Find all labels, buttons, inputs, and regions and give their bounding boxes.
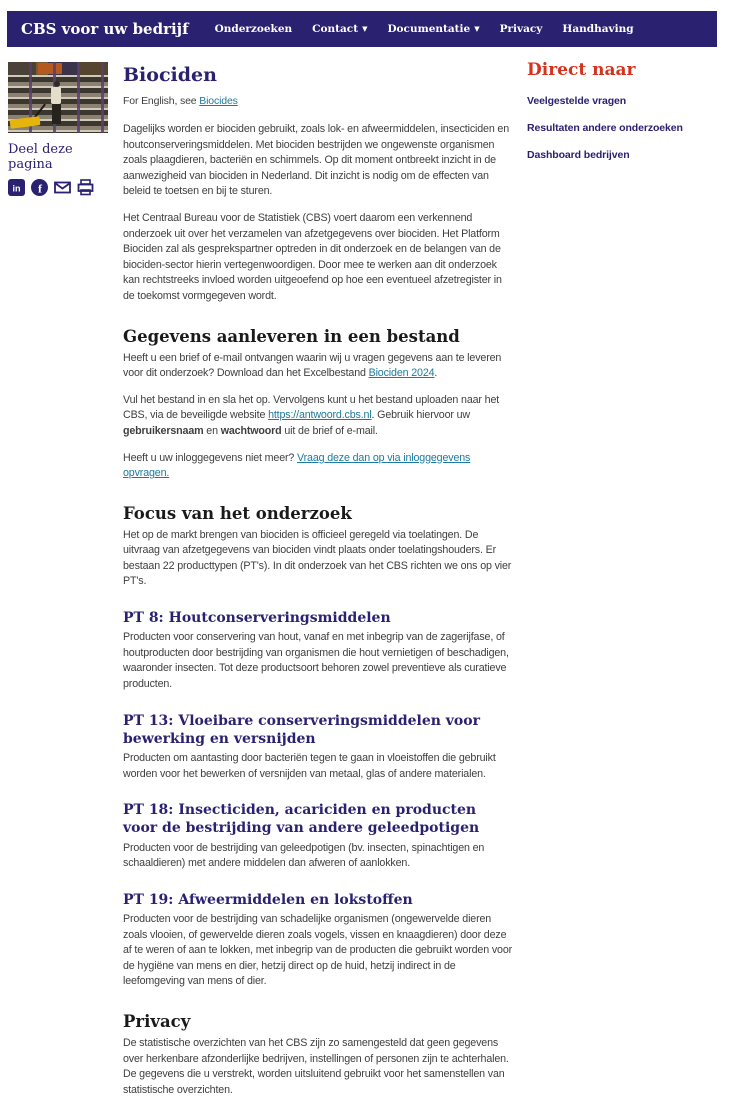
photo-person-legs — [52, 104, 61, 124]
chevron-down-icon: ▼ — [362, 25, 368, 33]
bold-gebruikersnaam: gebruikersnaam — [123, 424, 204, 437]
chevron-down-icon: ▼ — [474, 25, 480, 33]
privacy-paragraph: De statistische overzichten van het CBS zijn zo samengesteld dat geen gegevens over herkenbare afzonderlijke bedrijven, instellingen of personen zijn te achterhalen. De gegevens die u verstrekt, worden uitsluitend gebruikt voor het samenstellen van statistische overzichten. — [123, 1036, 509, 1096]
print-icon[interactable] — [77, 179, 94, 196]
intro-paragraph-1: Dagelijks worden er biociden gebruikt, zoals lok- en afweermiddelen, insecticiden en houtconserveringsmiddelen. Met biociden bestrijden we ongewenste organismen zoals plaagdieren, bacteriën en schimmels. Op dit moment ontbreekt inzicht in de aanwezigheid van biociden in Nederland. Dit inzicht is nodig om de effecten van beleid te toetsen en bij te sturen. — [123, 123, 510, 198]
photo-person-torso — [51, 87, 61, 104]
nav-item-privacy[interactable]: Privacy — [499, 23, 543, 35]
nav-item-contact[interactable]: Contact ▼ — [312, 23, 368, 35]
intro-paragraph-2: Het Centraal Bureau voor de Statistiek (CBS) voert daarom een verkennend onderzoek uit over het verzamelen van afzetgegevens over biociden. Het Platform Biociden zal als gesprekspartner optreden in dit onderzoek en de belangen van de biociden-sector hierin vertegenwoordigen. Door mee te werken aan dit onderzoek kan rechtstreeks invloed worden uitgeoefend op hoe een eventueel afzetregister in de toekomst vormgegeven wordt. — [123, 211, 502, 302]
page-title: Biociden — [123, 64, 217, 86]
sidebar-link-resultaten-andere-onderzoeken[interactable]: Resultaten andere onderzoeken — [527, 122, 683, 134]
inloggegevens-opvragen-link[interactable]: Vraag deze dan op via inloggegevens opvragen. — [123, 451, 471, 480]
nav-item-documentatie[interactable]: Documentatie ▼ — [387, 23, 480, 35]
pt13-paragraph: Producten om aantasting door bacteriën tegen te gaan in vloeistoffen die gebruikt worden voor het bewerken of versnijden van metaal, glas of andere materialen. — [123, 752, 496, 780]
focus-paragraph: Het op de markt brengen van biociden is officieel geregeld via toelatingen. De uitvraag van afzetgegevens van biociden vindt plaats onder toelatingshouders. Er bestaan 22 producttypen (PT's). In dit onderzoek van het CBS richten we ons op vier PT's. — [123, 528, 512, 588]
gegevens-paragraph-1: Heeft u een brief of e-mail ontvangen waarin wij u vragen gegevens aan te leveren voor dit onderzoek? Download dan het Excelbestand Biociden 2024. — [123, 351, 502, 380]
gegevens-paragraph-3: Heeft u uw inloggegevens niet meer? Vraag deze dan op via inloggegevens opvragen. — [123, 451, 471, 480]
top-navigation-bar — [7, 11, 717, 47]
share-title: Deel deze pagina — [8, 142, 73, 172]
sidebar-link-dashboard-bedrijven[interactable]: Dashboard bedrijven — [527, 149, 630, 161]
excel-download-link[interactable]: Biociden 2024 — [368, 367, 435, 380]
subheading-pt8: PT 8: Houtconserveringsmiddelen — [123, 610, 391, 627]
warehouse-photo — [8, 62, 108, 133]
linkedin-icon[interactable] — [8, 179, 25, 196]
english-version-link[interactable]: Biocides — [199, 95, 238, 107]
direct-naar-sidebar — [527, 60, 727, 161]
pt8-paragraph: Producten voor conservering van hout, vanaf en met inbegrip van de zagerijfase, of houtproducten door bestrijding van organismen die hout vernietigen of beschadigen, waaronder insecten. Tot deze productsoort behoren zowel preventieve als curatieve producten. — [123, 631, 509, 691]
english-version-line: For English, see Biocides — [123, 95, 238, 107]
subheading-pt19: PT 19: Afweermiddelen en lokstoffen — [123, 891, 413, 908]
main-nav — [215, 23, 634, 35]
facebook-icon[interactable] — [31, 179, 48, 196]
main-content — [123, 64, 514, 1098]
nav-item-handhaving[interactable]: Handhaving — [562, 23, 634, 35]
section-heading-gegevens: Gegevens aanleveren in een bestand — [123, 326, 460, 346]
site-logo[interactable]: CBS voor uw bedrijf — [21, 20, 189, 38]
subheading-pt18: PT 18: Insecticiden, acariciden en producten voor de bestrijding van andere geleedpotigen — [123, 802, 480, 837]
left-sidebar — [8, 62, 108, 196]
bold-wachtwoord: wachtwoord — [220, 424, 282, 437]
pt18-paragraph: Producten voor de bestrijding van geleedpotigen (bv. insecten, spinachtigen en schaaldieren) met andere middelen dan afweren of aanlokken. — [123, 841, 485, 870]
sidebar-link-veelgestelde-vragen[interactable]: Veelgestelde vragen — [527, 95, 627, 107]
subheading-pt13: PT 13: Vloeibare conserveringsmiddelen voor bewerking en versnijden — [123, 712, 480, 747]
direct-naar-title: Direct naar — [527, 60, 636, 80]
svg-text:f: f — [38, 181, 42, 196]
share-icons — [8, 179, 108, 196]
svg-text:in: in — [12, 183, 21, 194]
antwoord-cbs-link[interactable]: https://antwoord.cbs.nl — [268, 409, 372, 422]
email-icon[interactable] — [54, 179, 71, 196]
section-heading-focus: Focus van het onderzoek — [123, 503, 352, 523]
gegevens-paragraph-2: Vul het bestand in en sla het op. Vervolgens kunt u het bestand uploaden naar het CBS, via de beveiligde website https://antwoord.cbs.nl. Gebruik hiervoor uw gebruikersnaam en wachtwoord uit de brief of e-mail. — [123, 393, 500, 437]
section-heading-privacy: Privacy — [123, 1011, 191, 1031]
nav-item-onderzoeken[interactable]: Onderzoeken — [214, 23, 293, 35]
pt19-paragraph: Producten voor de bestrijding van schadelijke organismen (ongewervelde dieren zoals vlooien, of gewervelde dieren zoals vogels, vissen en knaagdieren) door deze af te weren of aan te lokken, met inbegrip van de producten die gebruikt worden voor de hygiëne van mens en dier, hetzij direct op de huid, hetzij indirect in de leefomgeving van mens of dier. — [123, 912, 513, 988]
